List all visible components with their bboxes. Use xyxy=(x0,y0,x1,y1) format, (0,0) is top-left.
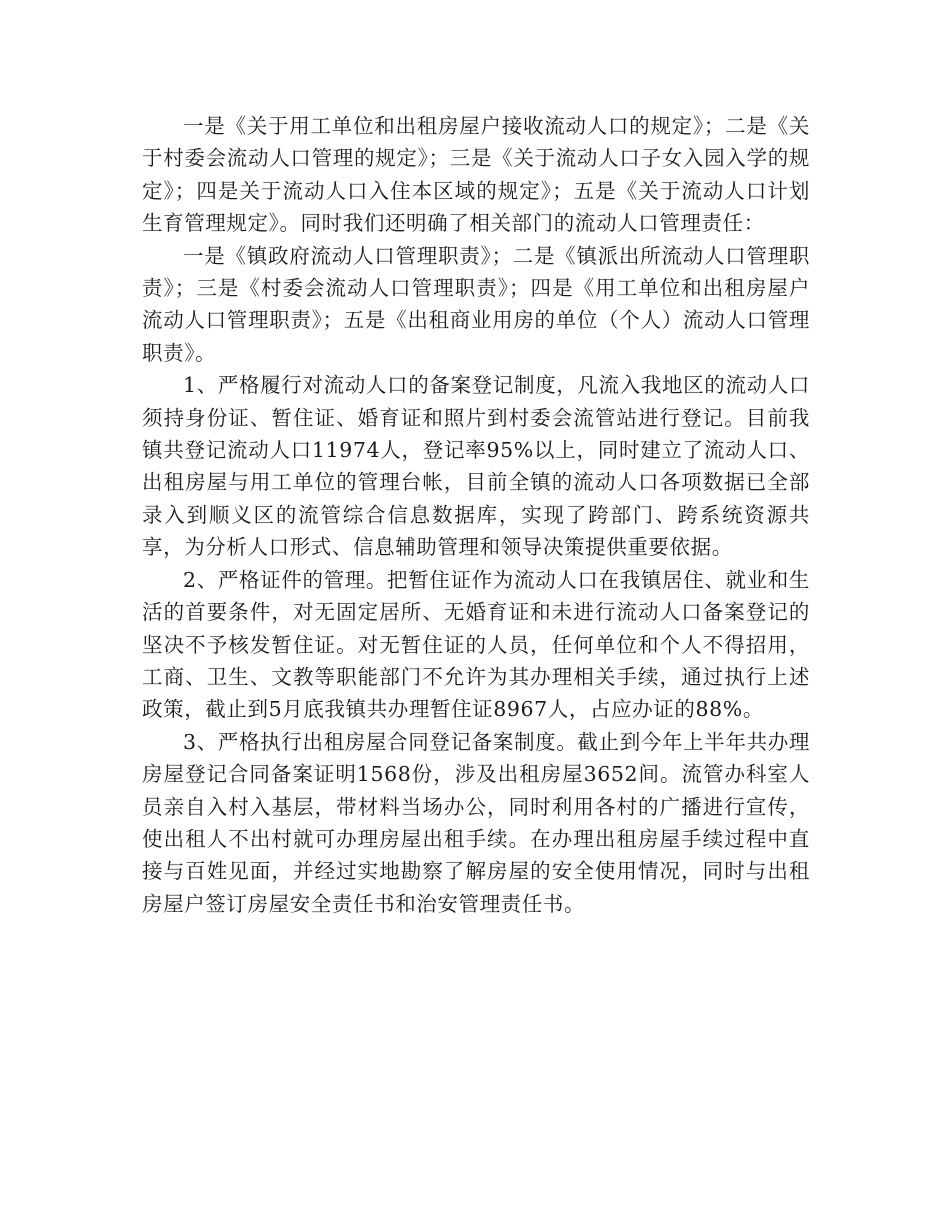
document-body xyxy=(142,110,810,920)
paragraph-permit-management: 2、严格证件的管理。把暂住证作为流动人口在我镇居住、就业和生活的首要条件，对无固定居所、无婚育证和未进行流动人口备案登记的坚决不予核发暂住证。对无暂住证的人员，任何单位和个人不得招用，工商、卫生、文教等职能部门不允许为其办理相关手续，通过执行上述政策，截止到5月底我镇共办理暂住证8967人，占应办证的88%。 xyxy=(142,567,810,722)
paragraph-rental-contracts: 3、严格执行出租房屋合同登记备案制度。截止到今年上半年共办理房屋登记合同备案证明1568份，涉及出租房屋3652间。流管办科室人员亲自入村入基层，带材料当场办公，同时利用各村的广播进行宣传，使出租人不出村就可办理房屋出租手续。在办理出租房屋手续过程中直接与百姓见面，并经过实地勘察了解房屋的安全使用情况，同时与出租房屋户签订房屋安全责任书和治安管理责任书。 xyxy=(142,729,810,916)
paragraph-registration: 1、严格履行对流动人口的备案登记制度，凡流入我地区的流动人口须持身份证、暂住证、婚育证和照片到村委会流管站进行登记。目前我镇共登记流动人口11974人，登记率95%以上，同时建立了流动人口、出租房屋与用工单位的管理台帐，目前全镇的流动人口各项数据已全部录入到顺义区的流管综合信息数据库，实现了跨部门、跨系统资源共享，为分析人口形式、信息辅助管理和领导决策提供重要依据。 xyxy=(142,373,810,560)
paragraph-regulations: 一是《关于用工单位和出租房屋户接收流动人口的规定》；二是《关于村委会流动人口管理的规定》；三是《关于流动人口子女入园入学的规定》；四是关于流动人口入住本区域的规定》；五是《关于流动人口计划生育管理规定》。同时我们还明确了相关部门的流动人口管理责任： xyxy=(142,114,810,236)
paragraph-responsibilities: 一是《镇政府流动人口管理职责》；二是《镇派出所流动人口管理职责》；三是《村委会流动人口管理职责》；四是《用工单位和出租房屋户流动人口管理职责》；五是《出租商业用房的单位（个人）流动人口管理职责》。 xyxy=(142,243,810,365)
